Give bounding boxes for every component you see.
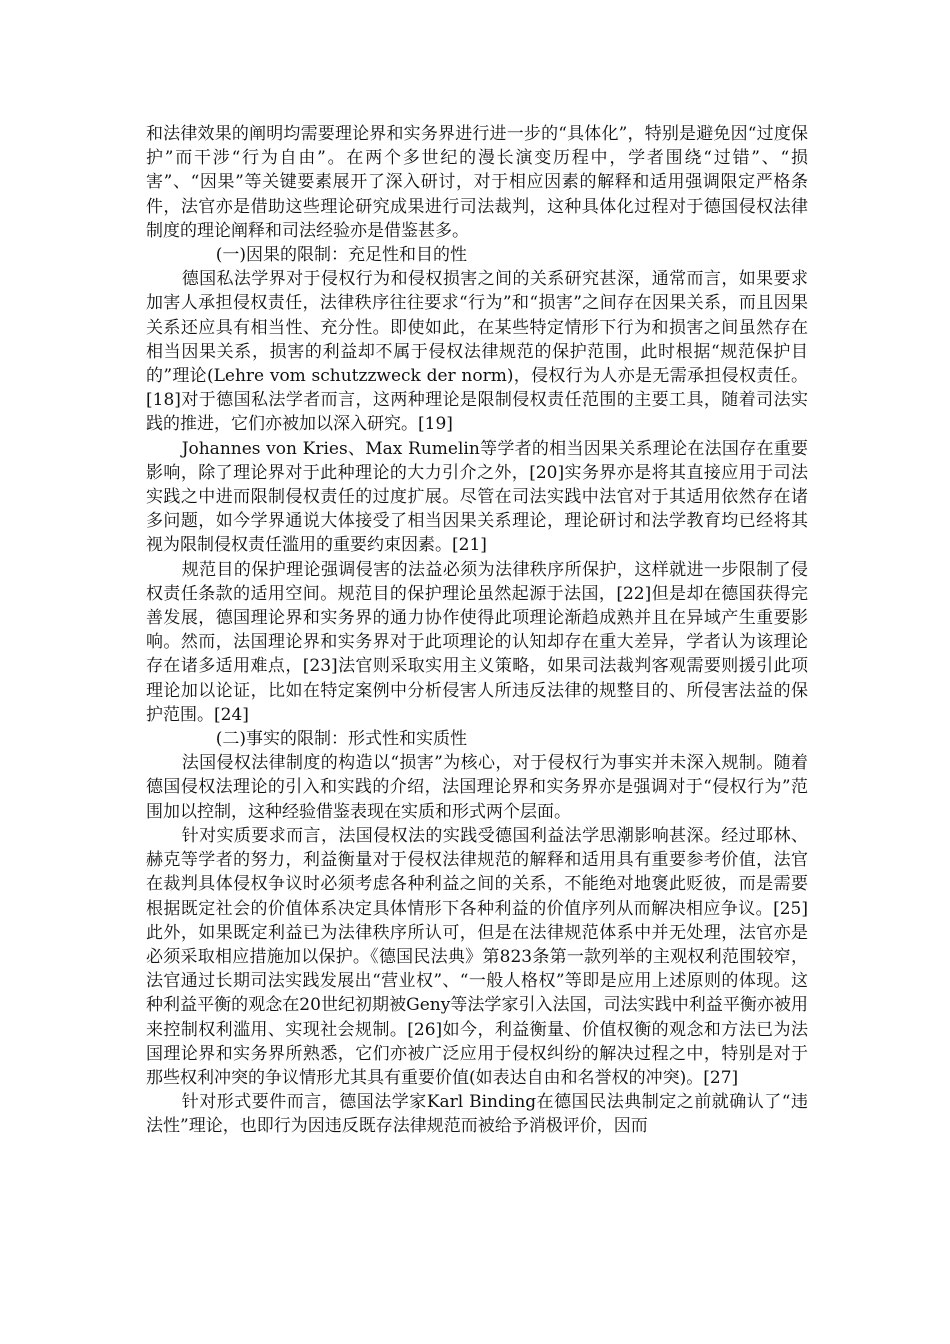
paragraph: 针对实质要求而言，法国侵权法的实践受德国利益法学思潮影响甚深。经过耶林、赫克等学者的努力，利益衡量对于侵权法律规范的解释和适用具有重要参考价值，法官在裁判具体侵权争议时必须考虑各种利益之间的关系，不能绝对地褒此贬彼，而是需要根据既定社会的价值体系决定具体情形下各种利益的价值序列从而解决相应争议。[25]此外，如果既定利益已为法律秩序所认可，但是在法律规范体系中并无处理，法官亦是必须采取相应措施加以保护。《德国民法典》第823条第一款列举的主观权利范围较窄，法官通过长期司法实践发展出“营业权”、“一般人格权”等即是应用上述原则的体现。这种利益平衡的观念在20世纪初期被Geny等法学家引入法国，司法实践中利益平衡亦被用来控制权利滥用、实现社会规制。[26]如今，利益衡量、价值权衡的观念和方法已为法国理论界和实务界所熟悉，它们亦被广泛应用于侵权纠纷的解决过程之中，特别是对于那些权利冲突的争议情形尤其具有重要价值(如表达自由和名誉权的冲突)。[27] — [146, 825, 808, 1088]
paragraph-intro: 和法律效果的阐明均需要理论界和实务界进行进一步的“具体化”，特别是避免因“过度保护”而干涉“行为自由”。在两个多世纪的漫长演变历程中，学者围绕“过错”、“损害”、“因果”等关键要素展开了深入研讨，对于相应因素的解释和适用强调限定严格条件，法官亦是借助这些理论研究成果进行司法裁判，这种具体化过程对于德国侵权法律制度的理论阐释和司法经验亦是借鉴甚多。 — [146, 124, 808, 241]
body-text — [146, 122, 808, 1139]
paragraph: 法国侵权法律制度的构造以“损害”为核心，对于侵权行为事实并未深入规制。随着德国侵权法理论的引入和实践的介绍，法国理论界和实务界亦是强调对于“侵权行为”范围加以控制，这种经验借鉴表现在实质和形式两个层面。 — [146, 753, 808, 822]
section-heading-facts: (二)事实的限制：形式性和实质性 — [215, 729, 467, 750]
paragraph: 德国私法学界对于侵权行为和侵权损害之间的关系研究甚深，通常而言，如果要求加害人承担侵权责任，法律秩序往往要求“行为”和“损害”之间存在因果关系，而且因果关系还应具有相当性、充分性。即使如此，在某些特定情形下行为和损害之间虽然存在相当因果关系，损害的利益却不属于侵权法律规范的保护范围，此时根据“规范保护目的”理论(Lehre vom schutzzweck der norm)，侵权行为人亦是无需承担侵权责任。[18]对于德国私法学者而言，这两种理论是限制侵权责任范围的主要工具，随着司法实践的推进，它们亦被加以深入研究。[19] — [146, 269, 808, 435]
paragraph: 针对形式要件而言，德国法学家Karl Binding在德国民法典制定之前就确认了“违法性”理论，也即行为因违反既存法律规范而被给予消极评价，因而 — [146, 1092, 808, 1137]
section-heading-causation: (一)因果的限制：充足性和目的性 — [215, 245, 467, 266]
paragraph: Johannes von Kries、Max Rumelin等学者的相当因果关系理论在法国存在重要影响，除了理论界对于此种理论的大力引介之外，[20]实务界亦是将其直接应用于司法实践之中进而限制侵权责任的过度扩展。尽管在司法实践中法官对于其适用依然存在诸多问题，如今学界通说大体接受了相当因果关系理论，理论研讨和法学教育均已经将其视为限制侵权责任滥用的重要约束因素。[21] — [146, 438, 808, 556]
paragraph: 规范目的保护理论强调侵害的法益必须为法律秩序所保护，这样就进一步限制了侵权责任条款的适用空间。规范目的保护理论虽然起源于法国，[22]但是却在德国获得完善发展，德国理论界和实务界的通力协作使得此项理论渐趋成熟并且在异域产生重要影响。然而，法国理论界和实务界对于此项理论的认知却存在重大差异，学者认为该理论存在诸多适用难点，[23]法官则采取实用主义策略，如果司法裁判客观需要则援引此项理论加以论证，比如在特定案例中分析侵害人所违反法律的规整目的、所侵害法益的保护范围。[24] — [146, 559, 808, 725]
